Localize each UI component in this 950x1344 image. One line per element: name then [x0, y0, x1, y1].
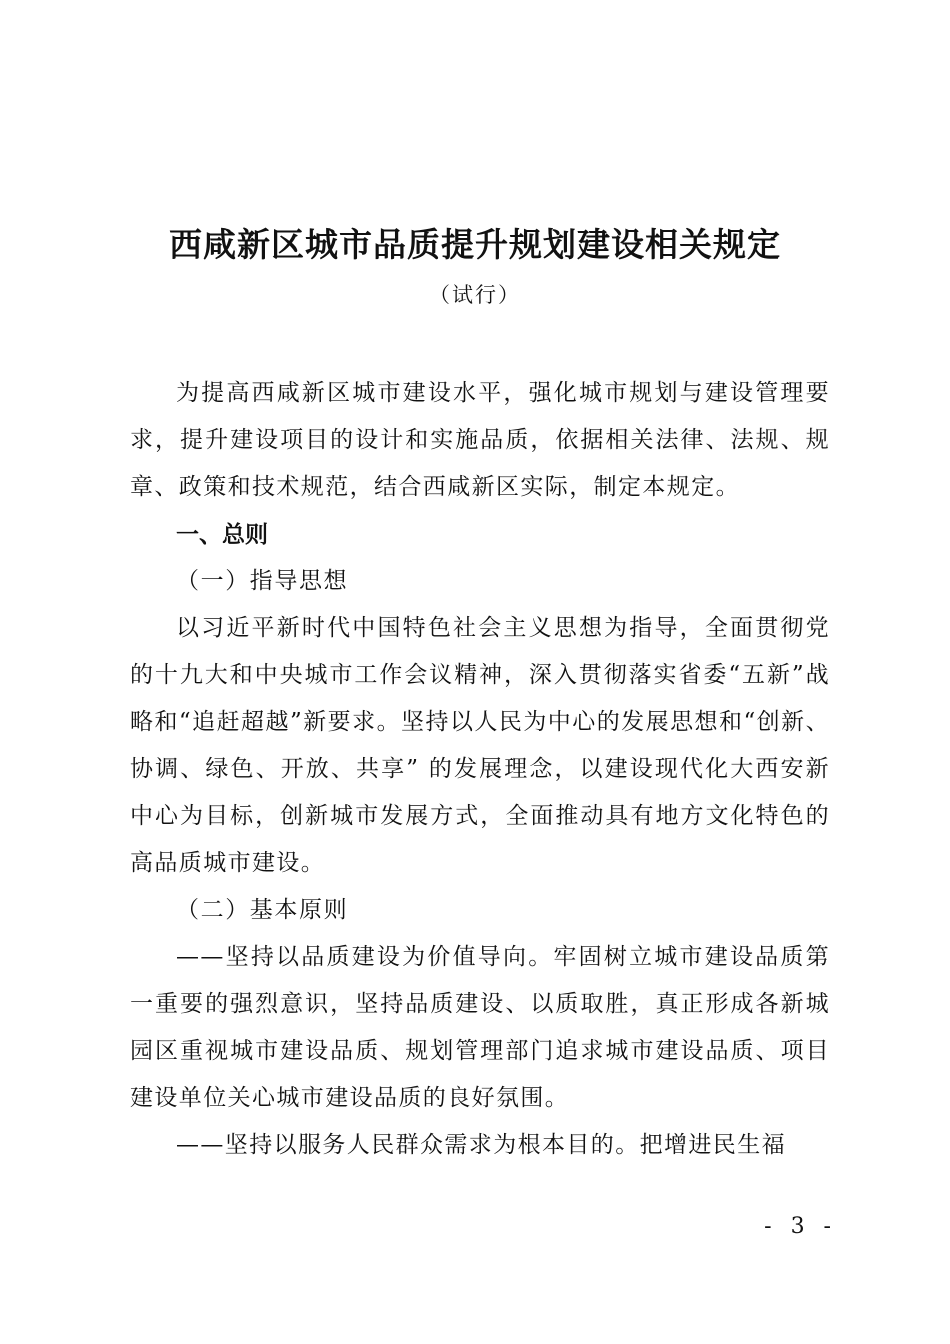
document-title: 西咸新区城市品质提升规划建设相关规定 [169, 225, 781, 264]
subsection-heading-basic-principles: （二）基本原则 [176, 897, 349, 923]
subsection-heading-guiding-ideology: （一）指导思想 [176, 568, 349, 594]
document-body [130, 370, 830, 1169]
page-number: - 3 - [764, 1214, 837, 1239]
intro-paragraph: 为提高西咸新区城市建设水平，强化城市规划与建设管理要求，提升建设项目的设计和实施品质，依据相关法律、法规、规章、政策和技术规范，结合西咸新区实际，制定本规定。 [130, 380, 830, 500]
document-subtitle: （试行） [429, 283, 521, 307]
guiding-ideology-paragraph: 以习近平新时代中国特色社会主义思想为指导，全面贯彻党的十九大和中央城市工作会议精神，深入贯彻落实省委“五新”战略和“追赶超越”新要求。坚持以人民为中心的发展思想和“创新、协调、绿色、开放、共享” 的发展理念，以建设现代化大西安新中心为目标，创新城市发展方式，全面推动具有地方文化特色的高品质城市建设。 [130, 615, 830, 876]
principle-paragraph-people: ——坚持以服务人民群众需求为根本目的。把增进民生福 [176, 1132, 786, 1158]
principle-paragraph-quality: ——坚持以品质建设为价值导向。牢固树立城市建设品质第一重要的强烈意识，坚持品质建设、以质取胜，真正形成各新城园区重视城市建设品质、规划管理部门追求城市建设品质、项目建设单位关心城市建设品质的良好氛围。 [130, 944, 830, 1111]
section-heading-general: 一、总则 [176, 521, 268, 548]
